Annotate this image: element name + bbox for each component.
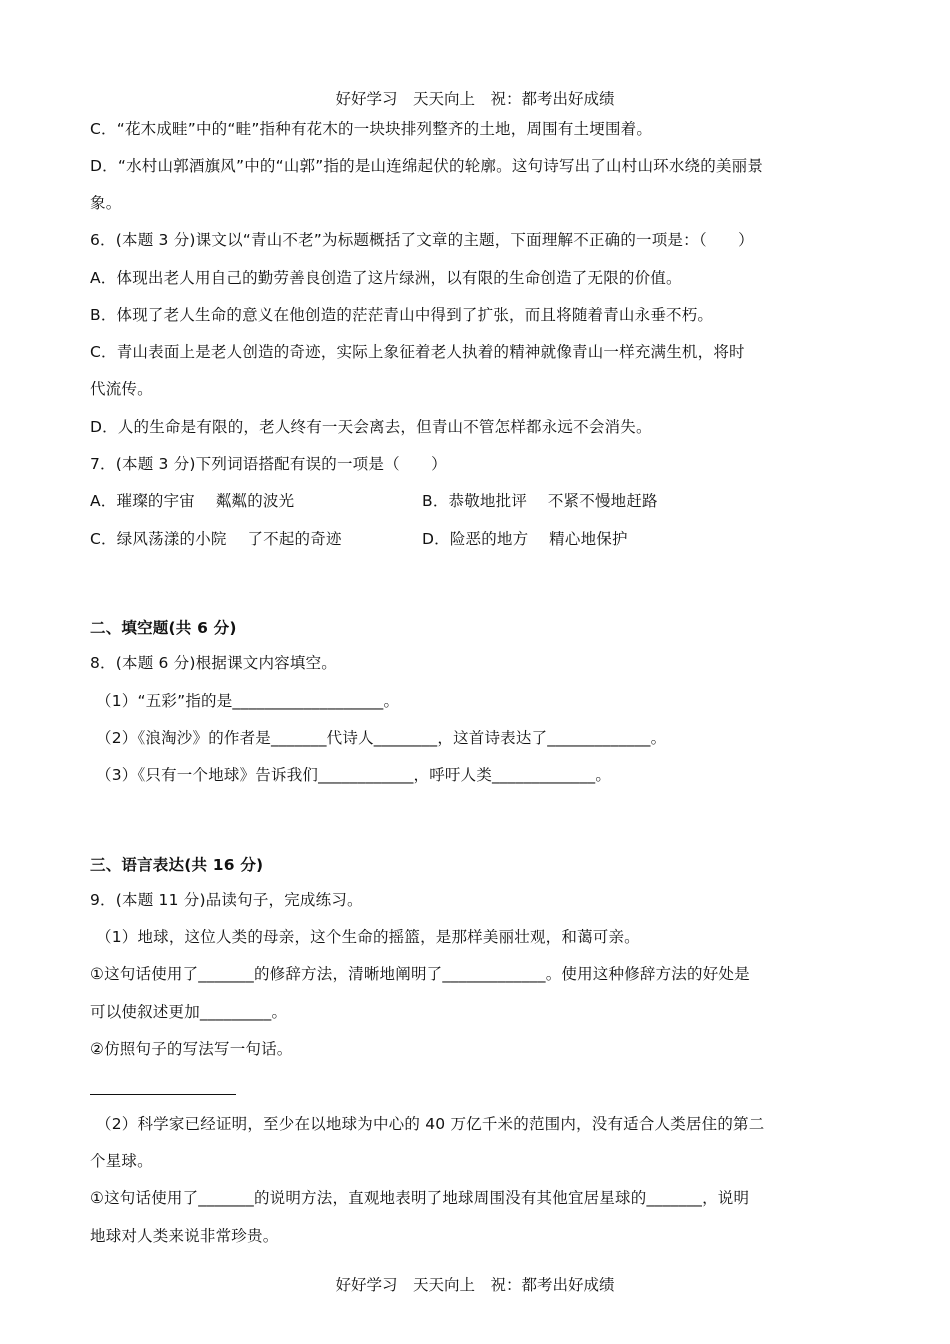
q7-option-a: A．璀璨的宇宙 粼粼的波光 (90, 492, 295, 510)
answer-blank-line (90, 1094, 236, 1095)
q9-item-1: （1）地球，这位人类的母亲，这个生命的摇篮，是那样美丽壮观，和蔼可亲。 (96, 928, 640, 946)
q9-stem: 9．(本题 11 分)品读句子，完成练习。 (90, 891, 363, 909)
q7-option-c: C．绿风荡漾的小院 了不起的奇迹 (90, 530, 342, 548)
q7-option-b: B．恭敬地批评 不紧不慢地赶路 (422, 492, 658, 510)
q9-2-subq-a-line2: 地球对人类来说非常珍贵。 (90, 1227, 279, 1245)
q6-option-c-line2: 代流传。 (90, 380, 153, 398)
q9-item-2-line1: （2）科学家已经证明，至少在以地球为中心的 40 万亿千米的范围内，没有适合人类居住的第二 (96, 1115, 765, 1133)
q8-stem: 8．(本题 6 分)根据课文内容填空。 (90, 654, 337, 672)
q6-option-d: D．人的生命是有限的，老人终有一天会离去，但青山不管怎样都永远不会消失。 (90, 418, 652, 436)
q5-option-c: C．“花木成畦”中的“畦”指种有花木的一块块排列整齐的土地，周围有土埂围着。 (90, 120, 653, 138)
q9-2-subq-a-line1: ①这句话使用了_______的说明方法，直观地表明了地球周围没有其他宜居星球的_______，说明 (90, 1189, 750, 1207)
q6-option-a: A．体现出老人用自己的勤劳善良创造了这片绿洲，以有限的生命创造了无限的价值。 (90, 269, 682, 287)
q5-option-d-line1: D．“水村山郭酒旗风”中的“山郭”指的是山连绵起伏的轮廓。这句诗写出了山村山环水绕的美丽景 (90, 157, 764, 175)
q7-option-d: D．险恶的地方 精心地保护 (422, 530, 628, 548)
q8-item-3: （3）《只有一个地球》告诉我们____________，呼吁人类_____________。 (96, 766, 612, 784)
q6-option-c-line1: C．青山表面上是老人创造的奇迹，实际上象征着老人执着的精神就像青山一样充满生机，将时 (90, 343, 745, 361)
page-header: 好好学习 天天向上 祝：都考出好成绩 (335, 90, 615, 108)
q6-stem: 6．(本题 3 分)课文以“青山不老”为标题概括了文章的主题，下面理解不正确的一项是：（ ） (90, 231, 754, 249)
page-footer: 好好学习 天天向上 祝：都考出好成绩 (335, 1276, 615, 1294)
q5-option-d-line2: 象。 (90, 194, 122, 212)
q8-item-1: （1）“五彩”指的是___________________。 (96, 692, 400, 710)
section3-title: 三、语言表达(共 16 分) (90, 856, 264, 874)
q7-stem: 7．(本题 3 分)下列词语搭配有误的一项是（ ） (90, 455, 447, 473)
section2-title: 二、填空题(共 6 分) (90, 619, 237, 637)
q9-item-2-line2: 个星球。 (90, 1152, 153, 1170)
q9-1-subq-b: ②仿照句子的写法写一句话。 (90, 1040, 293, 1058)
q6-option-b: B．体现了老人生命的意义在他创造的茫茫青山中得到了扩张，而且将随着青山永垂不朽。 (90, 306, 714, 324)
q9-1-subq-a-line1: ①这句话使用了_______的修辞方法，清晰地阐明了_____________。使用这种修辞方法的好处是 (90, 965, 750, 983)
q8-item-2: （2）《浪淘沙》的作者是_______代诗人________，这首诗表达了_____________。 (96, 729, 667, 747)
q9-1-subq-a-line2: 可以使叙述更加_________。 (90, 1003, 288, 1021)
